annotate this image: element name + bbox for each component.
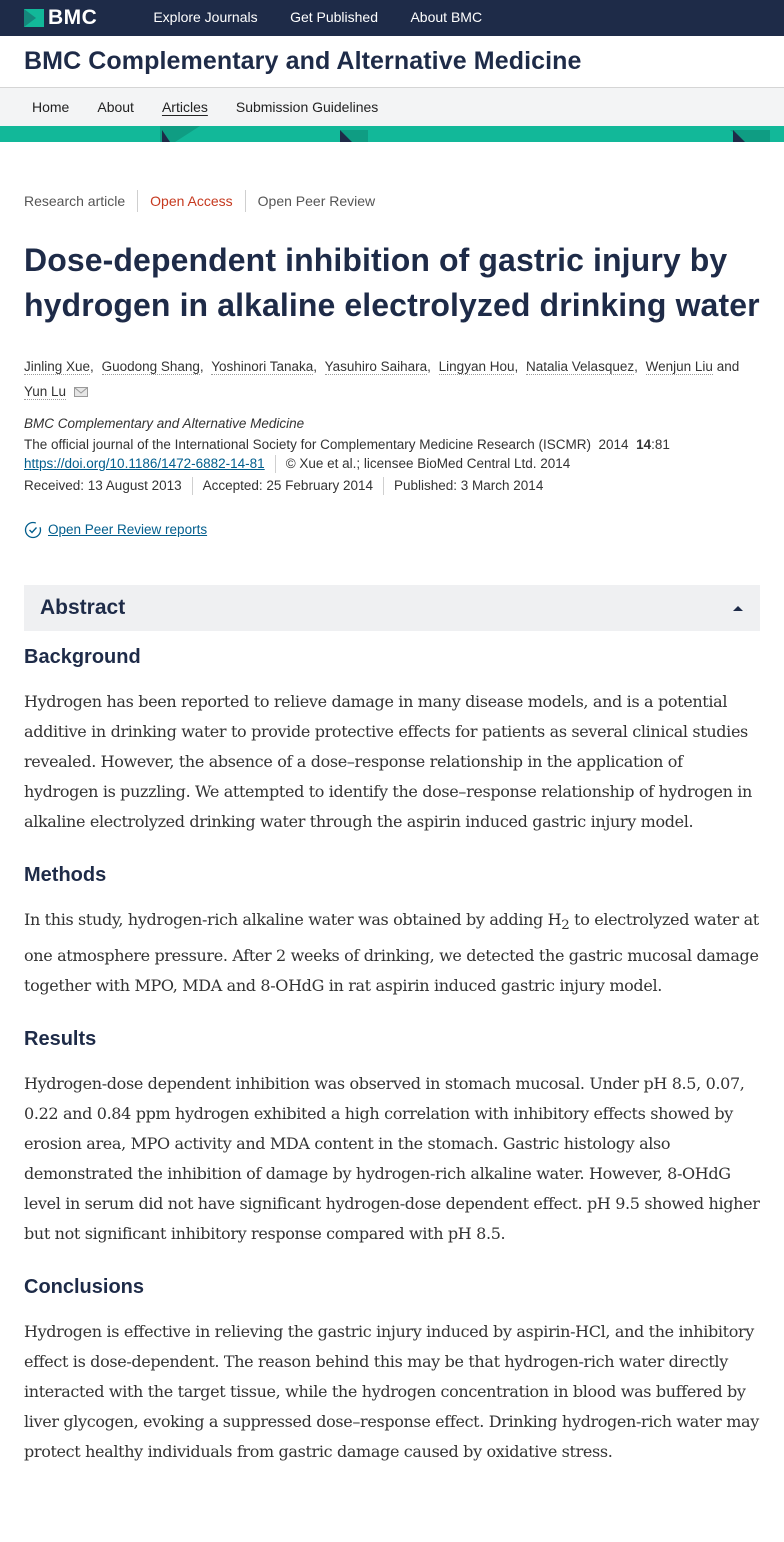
author-and: and bbox=[716, 359, 740, 374]
abstract-toggle[interactable] bbox=[24, 585, 760, 631]
author-link[interactable]: Lingyan Hou bbox=[438, 359, 515, 374]
section-text: Hydrogen is effective in relieving the gastric injury induced by aspirin-HCl, and the inhibitory effect is dose-dependent. The reason behind this may be that hydrogen-rich water directly interacted with the target tissue, while the hydrogen concentration in blood was buffered by liver glycogen, evoking a suppressed dose–response effect. Drinking hydrogen-rich water may protect healthy individuals from gastric damage caused by oxidative stress. bbox=[24, 1322, 759, 1462]
author-link[interactable]: Wenjun Liu bbox=[645, 359, 713, 374]
article-title: Dose-dependent inhibition of gastric injury by hydrogen in alkaline electrolyzed drinking water bbox=[24, 242, 760, 323]
subscript-2: 2 bbox=[561, 918, 570, 934]
peer-review-reports-link[interactable]: Open Peer Review reports bbox=[48, 522, 208, 538]
section-text: Hydrogen-dose dependent inhibition was observed in stomach mucosal. Under pH 8.5, 0.07, 0.22 and 0.84 ppm hydrogen exhibited a high correlation with inhibitory effects showed by erosion area, MPO activity and MDA content in the stomach. Gastric histology also demonstrated the inhibition of damage by hydrogen-rich alkaline water. However, 8-OHdG level in serum did not have significant hydrogen-dose dependent effect. pH 9.5 showed higher but not significant inhibitory response compared with pH 8.5. bbox=[24, 1074, 760, 1244]
accent-pattern bbox=[0, 126, 784, 142]
received-date: Received: 13 August 2013 bbox=[24, 477, 182, 493]
chevron-up-icon bbox=[732, 604, 744, 612]
brand-text: BMC bbox=[48, 6, 98, 29]
author-link[interactable]: Yasuhiro Saihara bbox=[324, 359, 428, 374]
article-content bbox=[0, 190, 784, 1467]
author-link[interactable]: Yun Lu bbox=[24, 384, 67, 399]
dates-row bbox=[24, 477, 760, 495]
peer-review-badge: Open Peer Review bbox=[245, 190, 388, 212]
subnav-submission-guidelines[interactable]: Submission Guidelines bbox=[235, 99, 379, 115]
peer-review-reports bbox=[24, 521, 760, 539]
published-date: Published: 3 March 2014 bbox=[383, 477, 553, 495]
methods-text-part-2: to electrolyzed water at one atmosphere pressure. After 2 weeks of drinking, we detected the gastric mucosal damage together with MPO, MDA and 8-OHdG in rat aspirin induced gastric injury model. bbox=[24, 909, 759, 996]
author-link[interactable]: Guodong Shang bbox=[101, 359, 200, 374]
abstract-background bbox=[24, 645, 760, 837]
citation-article-number: :81 bbox=[651, 436, 670, 452]
article-type: Research article bbox=[24, 193, 126, 209]
author-list: Jinling Xue, Guodong Shang, Yoshinori Tanaka, Yasuhiro Saihara, Lingyan Hou, Natalia Velasquez, Wenjun Liu and Yun Lu bbox=[24, 354, 760, 405]
citation-year: 2014 bbox=[598, 436, 629, 452]
abstract-heading: Abstract bbox=[40, 595, 126, 619]
doi-row bbox=[24, 455, 760, 473]
check-circle-icon bbox=[24, 521, 42, 539]
journal-title-link[interactable]: BMC Complementary and Alternative Medicine bbox=[24, 47, 582, 75]
subnav-articles[interactable]: Articles bbox=[161, 99, 208, 115]
nav-explore-journals[interactable]: Explore Journals bbox=[153, 9, 258, 25]
author-link[interactable]: Natalia Velasquez bbox=[526, 359, 635, 374]
open-access-badge: Open Access bbox=[137, 190, 245, 212]
doi-link[interactable]: https://doi.org/10.1186/1472-6882-14-81 bbox=[24, 455, 265, 471]
email-icon[interactable] bbox=[74, 380, 88, 405]
society-text: The official journal of the International Society for Complementary Medicine Research (ISCMR) bbox=[24, 436, 591, 452]
global-nav bbox=[153, 9, 510, 27]
copyright-text: © Xue et al.; licensee BioMed Central Ltd. 2014 bbox=[275, 455, 581, 473]
section-text bbox=[24, 905, 760, 1001]
citation-volume: 14 bbox=[636, 436, 652, 452]
accent-strip bbox=[0, 126, 784, 142]
section-heading: Conclusions bbox=[24, 1276, 145, 1299]
abstract-conclusions bbox=[24, 1275, 760, 1467]
section-heading: Background bbox=[24, 645, 141, 668]
abstract-methods bbox=[24, 863, 760, 1001]
author-link[interactable]: Yoshinori Tanaka bbox=[211, 359, 314, 374]
journal-name: BMC Complementary and Alternative Medicine bbox=[24, 415, 305, 431]
section-text: Hydrogen has been reported to relieve damage in many disease models, and is a potential additive in drinking water to provide protective effects for patients as several clinical studies revealed. However, the absence of a dose–response relationship in the application of hydrogen is puzzling. We attempted to identify the dose–response relationship of hydrogen in alkaline electrolyzed drinking water through the aspirin induced gastric injury model. bbox=[24, 691, 752, 831]
publication-info bbox=[24, 413, 760, 495]
subnav-home[interactable]: Home bbox=[32, 99, 70, 115]
subnav-about[interactable]: About bbox=[97, 99, 134, 115]
section-heading: Methods bbox=[24, 863, 107, 886]
nav-about-bmc[interactable]: About BMC bbox=[410, 9, 483, 25]
bmc-logo[interactable] bbox=[24, 6, 97, 30]
methods-text-part-1: In this study, hydrogen-rich alkaline water was obtained by adding H bbox=[24, 909, 562, 929]
global-header bbox=[0, 0, 784, 36]
article-meta-tags bbox=[24, 190, 760, 212]
nav-get-published[interactable]: Get Published bbox=[290, 9, 379, 25]
journal-header bbox=[0, 36, 784, 88]
bmc-logo-icon bbox=[24, 9, 44, 27]
abstract-results bbox=[24, 1027, 760, 1249]
author-link[interactable]: Jinling Xue bbox=[24, 359, 91, 374]
citation-line bbox=[24, 434, 760, 455]
journal-nav bbox=[0, 88, 784, 126]
section-heading: Results bbox=[24, 1028, 97, 1051]
accepted-date: Accepted: 25 February 2014 bbox=[192, 477, 383, 495]
